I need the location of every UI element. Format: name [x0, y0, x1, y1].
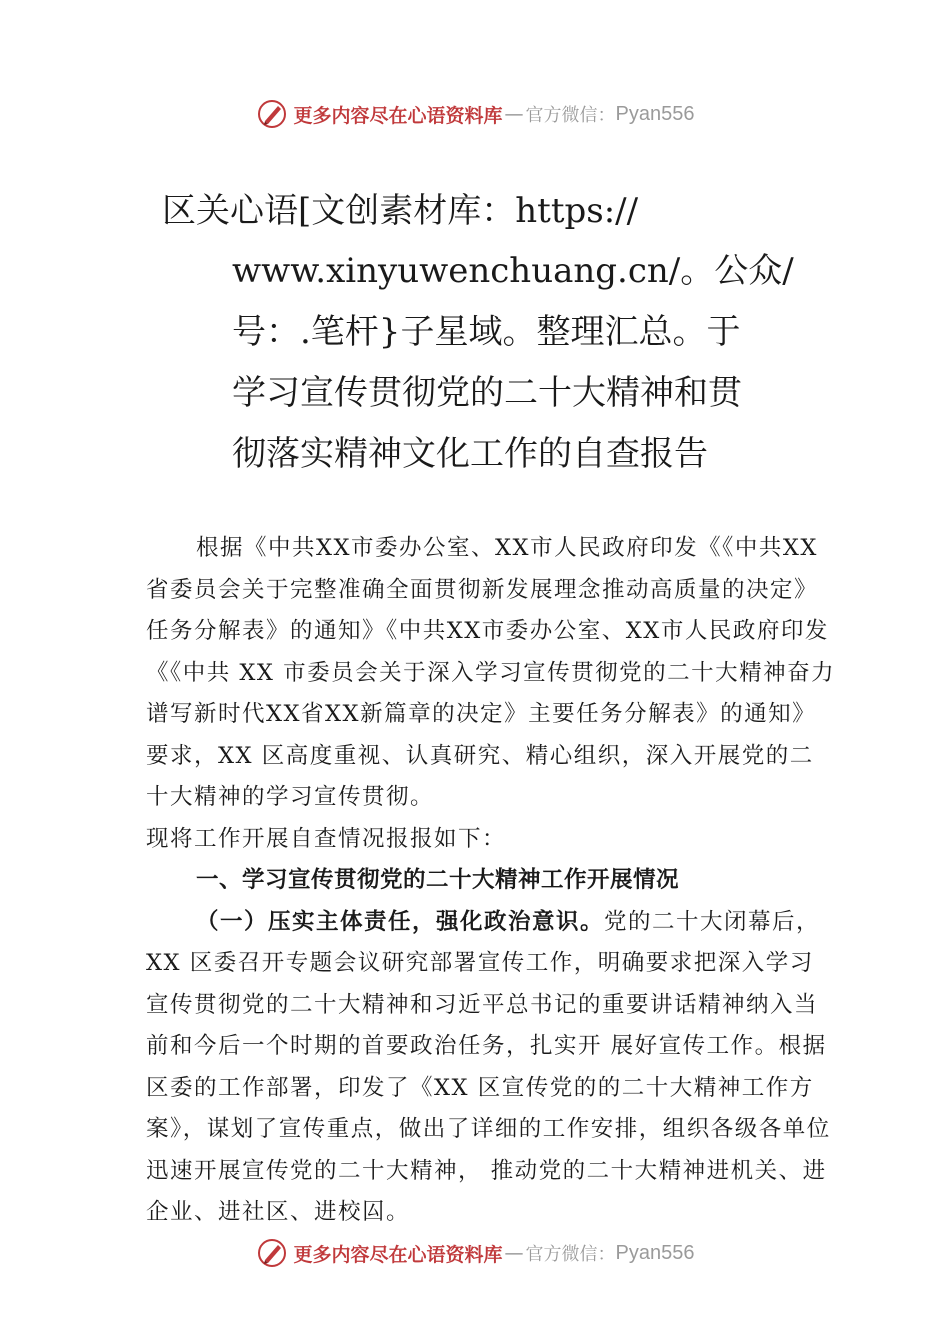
- banner-brand-text: 更多内容尽在心语资料库: [293, 1243, 503, 1266]
- title-line-3: 号：.笔杆}子星域。整理汇总。于: [232, 312, 741, 352]
- banner-brand-text: 更多内容尽在心语资料库: [293, 104, 503, 127]
- banner-dash: —: [504, 1242, 524, 1264]
- banner-wechat-handle: Pyan556: [615, 102, 695, 125]
- subsection-label-1: （一）压实主体责任，强化政治意识。: [196, 908, 605, 935]
- banner-wechat-handle: Pyan556: [615, 1241, 695, 1264]
- section-1-paragraph-text: 党的二十大闭幕后，XX 区委召开专题会议研究部署宣传工作，明确要求把深入学习宣传贯彻党的二十大精神和习近平总书记的重要讲话精神纳入当前和今后一个时期的首要政治任务，扎实开 展好宣传工作。根据区委的工作部署，印发了《XX 区宣传党的的二十大精神工作方案》，谋划了宣传重点，做出了详细的工作安排，组织各级各单位迅速开展宣传党的二十大精神， 推动党的二十大精神进机关、进企业、进社区、进校囜。: [146, 908, 831, 1225]
- footer-watermark-banner: [0, 1233, 950, 1273]
- title-line-4: 学习宣传贯彻党的二十大精神和贯: [232, 373, 742, 413]
- title-line-1: 区关心语[文创素材库：https://: [162, 191, 639, 231]
- banner-wechat-label: 官方微信：: [525, 105, 616, 126]
- title-line-2: www.xinyuwenchuang.cn/。公众/: [232, 251, 794, 291]
- pen-logo-icon: [256, 1237, 288, 1269]
- section-1-paragraph: [146, 902, 836, 1234]
- intro-paragraph-tail: 现将工作开展自查情况报报如下：: [146, 825, 507, 852]
- header-watermark-banner: [0, 94, 950, 134]
- banner-dash: —: [504, 103, 524, 125]
- intro-paragraph: 根据《中共XX市委办公室、XX市人民政府印发《《中共XX省委员会关于完整准确全面贯彻新发展理念推动高质量的决定》任务分解表》的通知》《中共XX市委办公室、XX市人民政府印发《《中共 XX 市委员会关于深入学习宣传贯彻党的二十大精神奋力谱写新时代XX省XX新篇章的决定》主要任务分解表》的通知》要求，XX 区高度重视、认真研究、精心组织，深入开展党的二十大精神的学习宣传贯彻。: [146, 535, 836, 810]
- title-line-5: 彻落实精神文化工作的自查报告: [232, 434, 708, 474]
- banner-wechat-label: 官方微信：: [525, 1244, 616, 1265]
- pen-logo-icon: [256, 98, 288, 130]
- document-body: [146, 528, 836, 1234]
- section-heading-1: 一、学习宣传贯彻党的二十大精神工作开展情况: [196, 867, 680, 893]
